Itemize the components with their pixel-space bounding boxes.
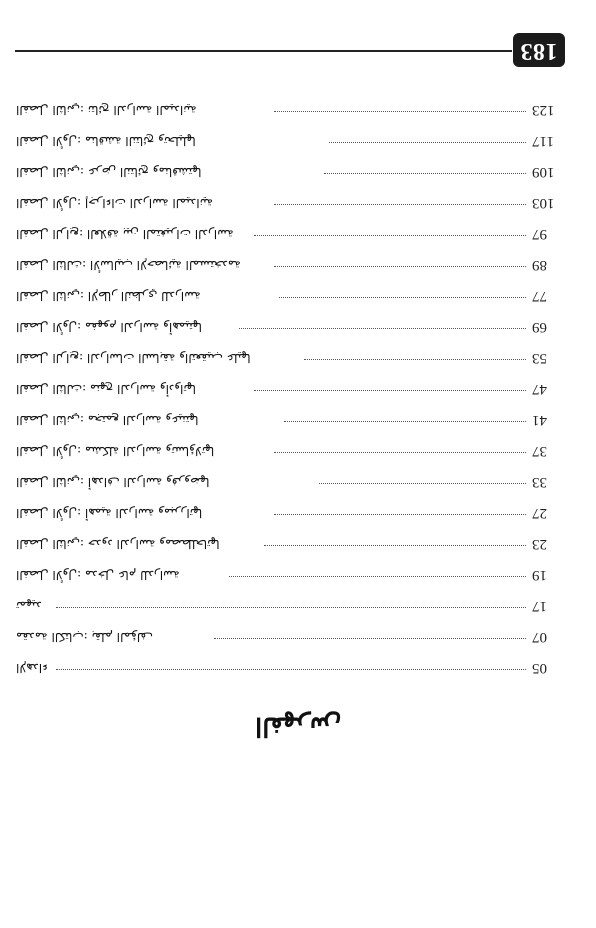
toc-entry-title: الفصل الثاني: الإطار النظري للدراسة xyxy=(16,289,201,303)
dot-leader xyxy=(274,513,526,515)
toc-row xyxy=(16,535,572,553)
toc-row xyxy=(16,194,572,212)
dot-leader xyxy=(214,637,526,639)
toc-row xyxy=(16,504,572,522)
toc-row xyxy=(16,566,572,584)
toc-entry-page: 27 xyxy=(532,505,547,521)
toc-entry-title: الفصل الثاني: حدود الدراسة ومصطلحاتها xyxy=(16,537,220,551)
toc-entry-title: الفصل الأول: مشكلة الدراسة وتساؤلاتها xyxy=(16,444,215,458)
toc-entry-title: الفصل الثاني: عرض النتائج ومناقشتها xyxy=(16,165,202,179)
toc-entry-page: 109 xyxy=(532,164,555,180)
toc-row xyxy=(16,287,572,305)
toc-entry-page: 17 xyxy=(532,598,547,614)
dot-leader xyxy=(56,668,526,670)
toc-row xyxy=(16,597,572,615)
toc-entry-page: 33 xyxy=(532,474,547,490)
toc-row xyxy=(16,442,572,460)
toc-entry-page: 47 xyxy=(532,381,547,397)
toc-entry-title: الفصل الرابع: العلاقة بين المتغيرات الدراسة xyxy=(16,227,234,241)
toc-row xyxy=(16,659,572,677)
dot-leader xyxy=(254,389,526,391)
toc-entry-title: الفصل الثاني: نتائج الدراسة الميدانية xyxy=(16,103,197,117)
toc-entry-page: 07 xyxy=(532,629,547,645)
toc-row xyxy=(16,318,572,336)
toc-entry-title: الفصل الرابع: الدراسات السابقة والتعقيب عليها xyxy=(16,351,251,365)
toc-entry-title: الفصل الثالث: الأساليب الإحصائية المستخدمة xyxy=(16,258,241,272)
toc-entry-title: مقدمة الكتاب: بقلم المؤلف xyxy=(16,630,153,644)
toc-row xyxy=(16,349,572,367)
dot-leader xyxy=(319,482,526,484)
section-title xyxy=(238,706,358,746)
toc-entry-page: 53 xyxy=(532,350,547,366)
toc-entry-page: 05 xyxy=(532,660,547,676)
dot-leader xyxy=(284,420,526,422)
dot-leader xyxy=(229,575,526,577)
toc-row xyxy=(16,628,572,646)
toc-entry-title: الفصل الأول: مفهوم الدراسة وأهميتها xyxy=(16,320,202,334)
dot-leader xyxy=(56,606,526,608)
dot-leader xyxy=(274,451,526,453)
toc-entry-page: 89 xyxy=(532,257,547,273)
toc-entry-page: 117 xyxy=(532,133,554,149)
toc-entry-page: 69 xyxy=(532,319,547,335)
dot-leader xyxy=(279,296,526,298)
toc-row xyxy=(16,380,572,398)
toc-row xyxy=(16,132,572,150)
toc-entry-title: الفصل الأول: أهمية الدراسة ومبرراتها xyxy=(16,506,203,520)
dot-leader xyxy=(264,544,526,546)
toc-entry-page: 103 xyxy=(532,195,555,211)
page-number: 183 xyxy=(520,37,558,64)
toc-row xyxy=(16,163,572,181)
toc-row xyxy=(16,256,572,274)
toc-entry-title: الفصل الثالث: منهج الدراسة وأدواتها xyxy=(16,382,196,396)
dot-leader xyxy=(329,141,526,143)
toc-entry-title: الفصل الأول: مدخل عام للدراسة xyxy=(16,568,180,582)
toc-entry-page: 97 xyxy=(532,226,547,242)
dot-leader xyxy=(324,172,526,174)
toc-entry-page: 23 xyxy=(532,536,547,552)
dot-leader xyxy=(304,358,526,360)
toc-entry-page: 41 xyxy=(532,412,547,428)
dot-leader xyxy=(239,327,526,329)
toc-row xyxy=(16,411,572,429)
toc-entry-title: الإهداء xyxy=(16,661,48,675)
toc-row xyxy=(16,101,572,119)
toc-entry-title: الفصل الثاني: مجتمع الدراسة وعينتها xyxy=(16,413,199,427)
dot-leader xyxy=(274,203,526,205)
dot-leader xyxy=(274,110,526,112)
toc-entry-title: الفصل الأول: مناقشة النتائج وتحليلها xyxy=(16,134,196,148)
toc-entry-title: تمهيد xyxy=(16,599,42,613)
toc-entry-page: 123 xyxy=(532,102,555,118)
toc-row xyxy=(16,473,572,491)
toc-entry-page: 77 xyxy=(532,288,547,304)
toc-entry-page: 37 xyxy=(532,443,547,459)
dot-leader xyxy=(274,265,526,267)
toc-row xyxy=(16,225,572,243)
toc-entry-title: الفصل الثاني: أهداف الدراسة وفروضها xyxy=(16,475,210,489)
dot-leader xyxy=(254,234,526,236)
toc-entry-title: الفصل الأول: إجراءات الدراسة الميدانية xyxy=(16,196,214,210)
toc-entry-page: 19 xyxy=(532,567,547,583)
section-title-text: الفهرس xyxy=(254,711,342,741)
